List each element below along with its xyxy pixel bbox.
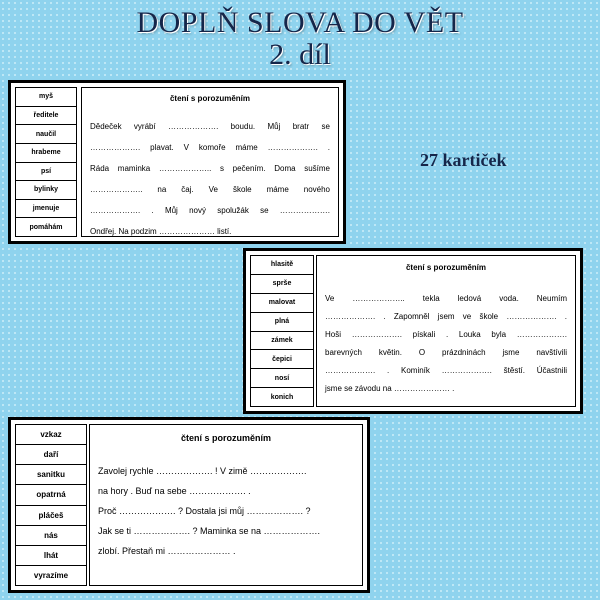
word-cell: ředitele bbox=[16, 107, 76, 126]
text-line: ………………. . Kominík ………………. štěstí. Účastnili bbox=[325, 366, 567, 375]
word-cell: psí bbox=[16, 163, 76, 182]
text-line: ………………. plavat. V komoře máme ………………. . bbox=[90, 143, 330, 152]
text-line: Ráda maminka ……………….. s pečením. Doma sušíme bbox=[90, 164, 330, 173]
word-cell: pomáhám bbox=[29, 223, 63, 231]
worksheet-card-3 bbox=[8, 417, 370, 593]
word-cell: zámek bbox=[251, 332, 313, 351]
word-cell: opatrná bbox=[16, 485, 86, 505]
worksheet-card-2 bbox=[243, 248, 583, 414]
text-line: ………………. . Můj nový spolužák se ………………. bbox=[90, 206, 330, 215]
text-line: Jak se ti ………………. ? Maminka se na ………………. bbox=[98, 526, 321, 536]
text-line: Ve ……………….. tekla ledová voda. Neumím bbox=[325, 294, 567, 303]
reading-text-panel bbox=[81, 87, 339, 237]
word-cell: daří bbox=[16, 445, 86, 465]
word-cell: hrabeme bbox=[16, 144, 76, 163]
text-line: na hory . Buď na sebe ………………. . bbox=[98, 486, 251, 496]
word-cell: jmenuje bbox=[16, 200, 76, 219]
word-cell: lhát bbox=[16, 546, 86, 566]
page-subtitle: 2. díl bbox=[269, 38, 331, 71]
word-cell: hlasitě bbox=[251, 256, 313, 275]
word-cell: sanitku bbox=[16, 465, 86, 485]
worksheet-card-1 bbox=[8, 80, 346, 244]
card-count-label: 27 kartiček bbox=[420, 150, 507, 170]
word-list bbox=[15, 87, 77, 237]
word-cell: myš bbox=[16, 88, 76, 107]
reading-text-panel bbox=[89, 424, 363, 586]
text-line: Dědeček vyrábí ………………. boudu. Můj bratr se bbox=[90, 122, 330, 131]
text-line: ……………….. na čaj. Ve škole máme nového bbox=[90, 185, 330, 194]
word-cell: naučil bbox=[16, 125, 76, 144]
reading-text-panel bbox=[316, 255, 576, 407]
text-line: zlobí. Přestaň mi ………………… . bbox=[98, 546, 236, 556]
word-cell: sprše bbox=[251, 275, 313, 294]
word-list bbox=[15, 424, 87, 586]
text-line: barevných květin. O prázdninách jsme navštívili bbox=[325, 348, 567, 357]
card-heading: čtení s porozuměním bbox=[180, 433, 271, 443]
word-cell: vyrazíme bbox=[33, 570, 69, 580]
text-line: Proč ………………. ? Dostala jsi můj ………………. ? bbox=[98, 506, 311, 516]
word-cell: malovat bbox=[251, 294, 313, 313]
word-cell: pláčeš bbox=[16, 506, 86, 526]
page-title: DOPLŇ SLOVA DO VĚT bbox=[136, 6, 464, 39]
word-cell: nás bbox=[16, 526, 86, 546]
card-heading: čtení s porozuměním bbox=[405, 263, 486, 272]
text-line: Hoši ………………. pískali . Louka byla ………………. bbox=[325, 330, 567, 339]
word-cell: vzkaz bbox=[16, 425, 86, 445]
word-cell: konich bbox=[270, 393, 294, 401]
word-cell: nosí bbox=[251, 369, 313, 388]
text-line: jsme se závodu na ………………… . bbox=[325, 384, 455, 393]
card-heading: čtení s porozuměním bbox=[169, 94, 250, 103]
word-list bbox=[250, 255, 314, 407]
word-cell: plná bbox=[251, 313, 313, 332]
text-line: Zavolej rychle ………………. ! V zimě ………………. bbox=[98, 466, 307, 476]
text-line: Ondřej. Na podzim ………………… listí. bbox=[90, 227, 232, 236]
word-cell: bylinky bbox=[16, 181, 76, 200]
word-cell: čepici bbox=[251, 350, 313, 369]
text-line: ………………. . Zapomněl jsem ve škole ………………. . bbox=[325, 312, 567, 321]
